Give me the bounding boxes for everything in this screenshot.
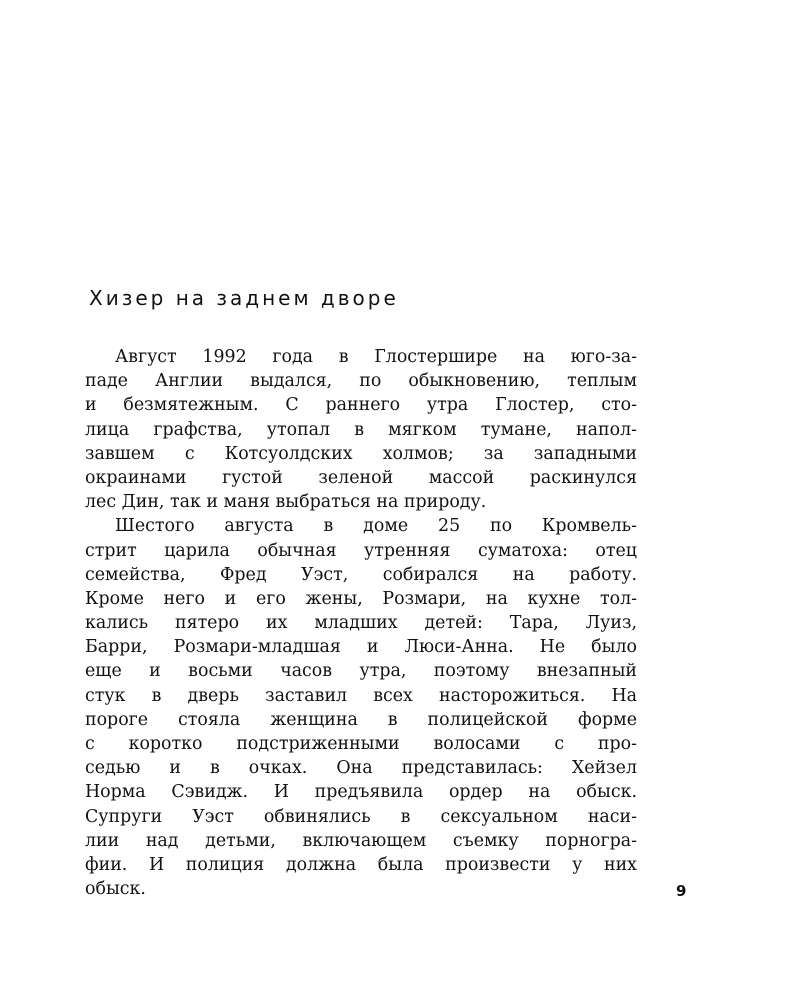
chapter-title: Хизер на заднем дворе [89,286,399,310]
text-line: завшем с Котсуолдских холмов; за западными [85,443,637,464]
text-line: окраинами густой зеленой массой раскинулся [85,467,637,488]
text-line: кались пятеро их младших детей: Тара, Луиз, [85,613,637,634]
text-line: седью и в очках. Она представилась: Хейзел [85,758,637,779]
text-line: стук в дверь заставил всех насторожиться. На [85,685,637,706]
text-line: лица графства, утопал в мягком тумане, напол- [85,419,637,440]
text-line: семейства, Фред Уэст, собирался на работу. [85,564,637,585]
text-line: Норма Сэвидж. И предъявила ордер на обыск. [85,782,637,803]
text-line: еще и восьми часов утра, поэтому внезапный [85,661,637,682]
text-line: с коротко подстриженными волосами с про- [85,734,637,754]
text-line: Барри, Розмари-младшая и Люси-Анна. Не было [85,637,637,658]
text-line: пороге стояла женщина в полицейской форме [85,709,637,730]
text-line: фии. И полиция должна была произвести у них [85,854,637,875]
text-line: Кроме него и его жены, Розмари, на кухне тол- [85,588,637,609]
text-line: Шестого августа в доме 25 по Кромвель- [115,516,637,537]
text-line: лес Дин, так и маня выбраться на природу. [85,492,487,513]
text-line: и безмятежным. С раннего утра Глостер, сто- [85,395,637,416]
text-line: паде Англии выдался, по обыкновению, теплым [85,371,637,392]
text-line: обыск. [85,879,146,900]
text-line: лии над детьми, включающем съемку порногра- [85,830,637,851]
text-line: стрит царила обычная утренняя суматоха: отец [85,540,637,561]
paragraph-2 [85,514,637,901]
text-line: Август 1992 года в Глостершире на юго-за- [115,347,637,367]
page-number: 9 [676,882,687,900]
paragraph-1 [85,345,637,514]
text-line: Супруги Уэст обвинялись в сексуальном наси- [85,806,637,827]
body-text [85,345,637,901]
